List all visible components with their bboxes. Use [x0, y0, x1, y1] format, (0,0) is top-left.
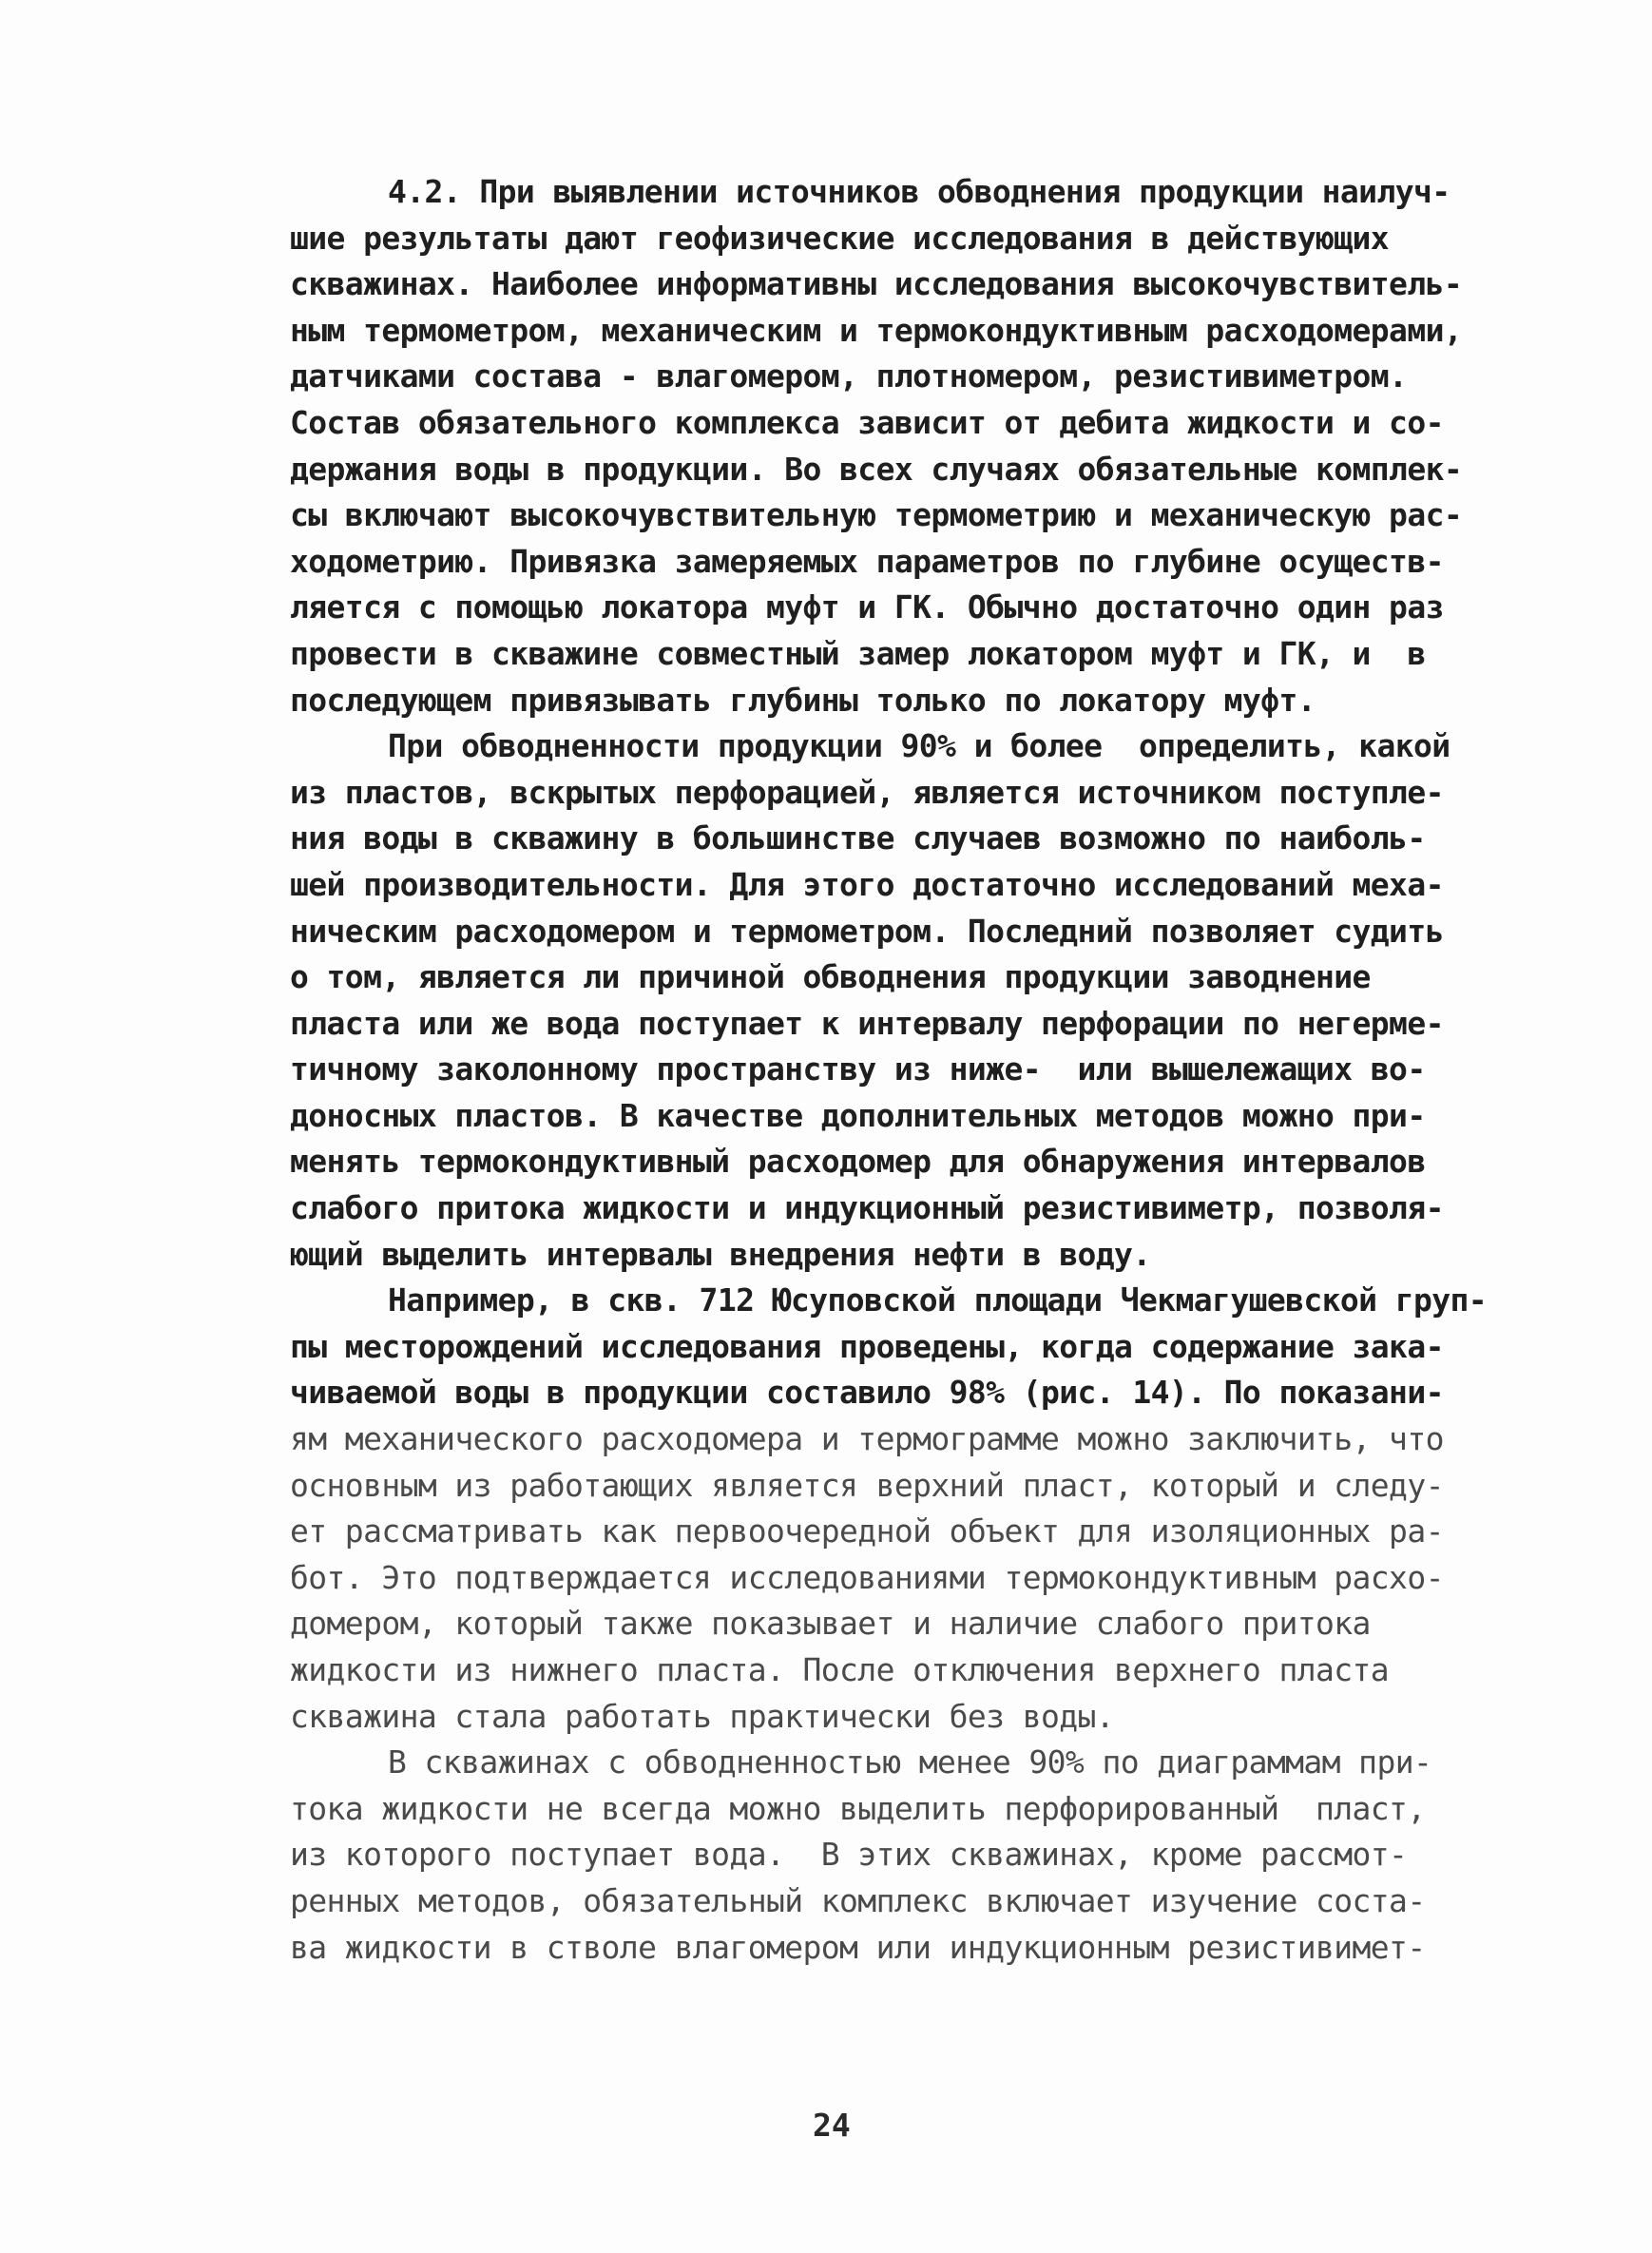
text-line: из которого поступает вода. В этих скважинах, кроме рассмот-	[290, 1836, 1408, 1874]
text-line: В скважинах с обводненностью менее 90% по диаграммам при-	[388, 1743, 1432, 1781]
text-line: ным термометром, механическим и термокондуктивным расходомерами,	[290, 311, 1463, 349]
text-line: шие результаты дают геофизические исследования в действующих	[290, 219, 1390, 257]
page-number: 24	[813, 2107, 851, 2144]
text-line: ническим расходомером и термометром. Последний позволяет судить	[290, 912, 1444, 950]
text-line: держания воды в продукции. Во всех случаях обязательные комплек-	[290, 450, 1463, 488]
text-line: сы включают высокочувствительную термометрию и механическую рас-	[290, 496, 1463, 534]
text-line: основным из работающих является верхний пласт, который и следу-	[290, 1466, 1444, 1504]
text-line: ния воды в скважину в большинстве случаев возможно по наиболь-	[290, 819, 1426, 857]
text-line: провести в скважине совместный замер локатором муфт и ГК, и в	[290, 634, 1426, 672]
text-line: слабого притока жидкости и индукционный резистивиметр, позволя-	[290, 1189, 1444, 1227]
text-line: жидкости из нижнего пласта. После отключения верхнего пласта	[290, 1651, 1390, 1688]
text-line: датчиками состава - влагомером, плотномером, резистивиметром.	[290, 357, 1408, 395]
text-line: тока жидкости не всегда можно выделить перфорированный пласт,	[290, 1789, 1426, 1827]
text-line: доносных пластов. В качестве дополнительных методов можно при-	[290, 1096, 1426, 1134]
text-line: Например, в скв. 712 Юсуповской площади Чекмагушевской груп-	[388, 1281, 1488, 1319]
text-line: ям механического расходомера и термограмме можно заключить, что	[290, 1420, 1444, 1458]
text-line: шей производительности. Для этого достаточно исследований меха-	[290, 865, 1444, 903]
text-line: пласта или же вода поступает к интервалу перфорации по негерме-	[290, 1004, 1444, 1042]
text-line: о том, является ли причиной обводнения продукции заводнение	[290, 958, 1371, 996]
text-line: скважинах. Наиболее информативны исследования высокочувствитель-	[290, 265, 1463, 303]
text-line: бот. Это подтверждается исследованиями термокондуктивным расхо-	[290, 1558, 1444, 1596]
text-line: ва жидкости в стволе влагомером или индукционным резистивимет-	[290, 1928, 1426, 1966]
text-line: скважина стала работать практически без воды.	[290, 1697, 1115, 1735]
text-line: ренных методов, обязательный комплекс включает изучение соста-	[290, 1881, 1426, 1919]
text-line: При обводненности продукции 90% и более определить, какой	[388, 727, 1450, 765]
text-line: домером, который также показывает и наличие слабого притока	[290, 1605, 1371, 1643]
text-line: ющий выделить интервалы внедрения нефти в воду.	[290, 1235, 1151, 1273]
text-line: ляется с помощью локатора муфт и ГК. Обычно достаточно один раз	[290, 588, 1444, 626]
text-line: ет рассматривать как первоочередной объект для изоляционных ра-	[290, 1512, 1444, 1550]
text-line: последующем привязывать глубины только по локатору муфт.	[290, 681, 1316, 719]
text-line: пы месторождений исследования проведены, когда содержание зака-	[290, 1327, 1444, 1365]
text-line: из пластов, вскрытых перфорацией, является источником поступле-	[290, 773, 1444, 811]
text-line: менять термокондуктивный расходомер для обнаружения интервалов	[290, 1143, 1426, 1181]
text-line: Состав обязательного комплекса зависит от дебита жидкости и со-	[290, 403, 1444, 441]
text-line: 4.2. При выявлении источников обводнения продукции наилуч-	[388, 173, 1450, 210]
text-line: ходометрию. Привязка замеряемых параметров по глубине осуществ-	[290, 542, 1444, 580]
text-line: чиваемой воды в продукции составило 98% (рис. 14). По показани-	[290, 1374, 1444, 1412]
body-text	[290, 169, 1545, 1971]
text-line: тичному заколонному пространству из ниже- или вышележащих во-	[290, 1050, 1426, 1088]
